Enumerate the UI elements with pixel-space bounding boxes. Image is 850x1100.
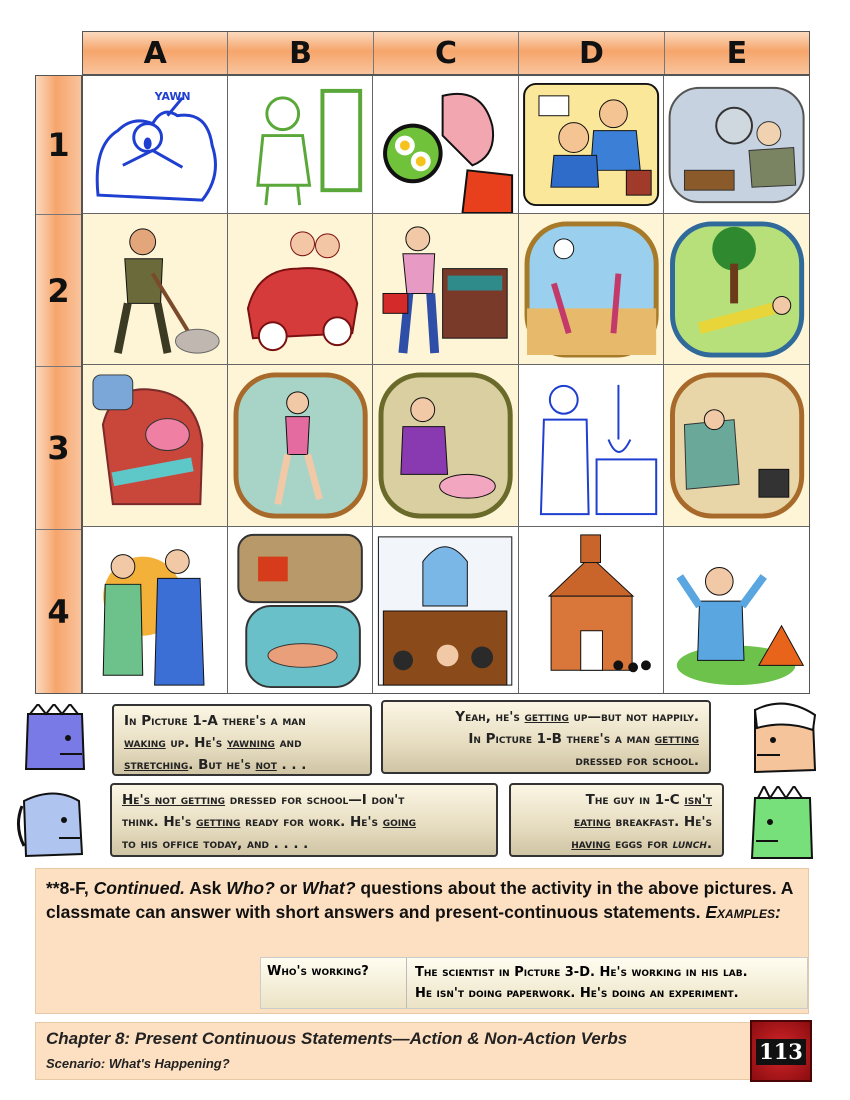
business-talk-illustration xyxy=(83,527,227,693)
task-continued: Continued. xyxy=(93,878,186,898)
speech-emphasis: lunch xyxy=(672,836,707,852)
speech-text: In Picture 1-A there's a man xyxy=(124,713,306,729)
speech-verb: having xyxy=(571,836,611,852)
speech-verb: stretching xyxy=(124,757,189,773)
picture-2c-woman-shopping xyxy=(373,214,518,365)
picture-grid xyxy=(82,75,810,694)
picture-2d-kids-playing-volleyball xyxy=(519,214,664,365)
speech-line xyxy=(122,811,486,833)
picture-4a-business-people-talking xyxy=(83,527,228,693)
speech-text: dressed for school. xyxy=(575,753,699,769)
picture-3a-man-sleeping-in-chair xyxy=(83,365,228,527)
speech-text: ready for work. He's xyxy=(240,814,383,830)
column-label: A xyxy=(83,32,228,74)
picture-2b-couple-in-car xyxy=(228,214,373,365)
speech-text: dressed for school—I don't xyxy=(225,792,405,808)
jogging-woman-illustration xyxy=(228,365,372,526)
picture-1d-boys-studying xyxy=(519,76,664,214)
speech-line xyxy=(124,710,360,732)
column-label: B xyxy=(228,32,373,74)
picture-1e-man-at-desk xyxy=(664,76,809,214)
task-examples-label: Examples: xyxy=(705,901,781,922)
example-box xyxy=(260,957,808,1009)
row-header xyxy=(35,75,82,694)
speech-line xyxy=(521,811,712,833)
speech-line xyxy=(393,750,699,772)
speech-line xyxy=(393,728,699,750)
studying-boys-illustration xyxy=(519,76,663,213)
yawn-caption: YAWN xyxy=(154,89,191,103)
speech-line xyxy=(124,754,360,776)
camping-illustration xyxy=(664,527,809,693)
speaker-face-1 xyxy=(20,704,100,776)
car-couple-illustration xyxy=(228,214,372,364)
vacation-illustration xyxy=(228,527,372,693)
column-label: D xyxy=(519,32,664,74)
speech-line xyxy=(122,789,486,811)
yawning-man-illustration xyxy=(83,76,227,213)
speech-verb: waking xyxy=(124,735,166,751)
speech-line xyxy=(521,833,712,855)
row-label: 4 xyxy=(47,592,70,631)
speech-bubble-3 xyxy=(110,783,498,857)
speech-bubble-1 xyxy=(112,704,372,776)
task-who: Who? xyxy=(226,878,275,898)
speech-line xyxy=(521,789,712,811)
speech-text: . But he's xyxy=(188,757,256,773)
row-label: 2 xyxy=(36,215,81,367)
picture-1c-man-eating-eggs xyxy=(373,76,518,214)
speech-text: to his office today, and . . . . xyxy=(122,836,309,852)
speech-bubble-4 xyxy=(509,783,724,857)
dressing-man-illustration xyxy=(228,76,372,213)
speech-bubble-2 xyxy=(381,700,711,774)
church-illustration xyxy=(373,527,517,693)
picture-2a-man-sweeping xyxy=(83,214,228,365)
speech-text: breakfast. He's xyxy=(610,814,712,830)
eating-man-illustration xyxy=(373,76,517,213)
example-question: Who's working? xyxy=(261,958,407,1008)
watching-tv-illustration xyxy=(664,365,809,526)
speech-text: up. He's xyxy=(165,735,227,751)
park-rest-illustration xyxy=(664,214,809,364)
column-label: C xyxy=(374,32,519,74)
scenario-title: Scenario: What's Happening? xyxy=(46,1056,230,1071)
speech-text: . xyxy=(706,836,712,852)
picture-3d-scientist-in-lab xyxy=(519,365,664,527)
speech-verb: getting xyxy=(524,709,569,725)
row-label: 1 xyxy=(36,76,81,215)
row-label: 3 xyxy=(36,367,81,530)
speech-verb: yawning xyxy=(226,735,275,751)
speech-text: and xyxy=(274,735,302,751)
picture-3b-woman-jogging xyxy=(228,365,373,527)
speech-line xyxy=(124,732,360,754)
speech-text: up—but not happily. xyxy=(568,709,699,725)
speech-text: think. He's xyxy=(122,814,197,830)
school-illustration xyxy=(519,527,663,693)
task-text-part: Ask xyxy=(185,878,227,898)
speech-verb: getting xyxy=(196,814,241,830)
sweeping-man-illustration xyxy=(83,214,227,364)
speech-verb: eating xyxy=(574,814,611,830)
task-number: **8-F, xyxy=(46,878,94,898)
speech-verb: getting xyxy=(654,731,699,747)
page-number: 113 xyxy=(756,1039,806,1065)
speech-text: . . . xyxy=(276,757,307,773)
task-text-part: or xyxy=(274,878,303,898)
task-instructions xyxy=(35,868,809,1014)
picture-4c-church-service xyxy=(373,527,518,693)
picture-4e-camper-stretching xyxy=(664,527,809,693)
speaker-face-2 xyxy=(725,700,825,780)
picture-3c-birthday-party xyxy=(373,365,518,527)
task-text-part: questions about the activity in the above pictures. A classmate can answer with short answers and present-continuous statements. xyxy=(46,878,793,922)
speech-line xyxy=(122,833,486,855)
speech-text: eggs for xyxy=(610,836,673,852)
picture-2e-man-resting-in-park xyxy=(664,214,809,365)
party-illustration xyxy=(373,365,517,526)
example-answer-line: He isn't doing paperwork. He's doing an experiment. xyxy=(415,986,739,1001)
speech-line xyxy=(393,706,699,728)
picture-3e-man-watching-tv xyxy=(664,365,809,527)
speaker-face-3 xyxy=(14,786,104,858)
speech-verb: not xyxy=(255,757,277,773)
speech-verb: going xyxy=(382,814,417,830)
volleyball-illustration xyxy=(519,214,663,364)
page-footer xyxy=(35,1022,809,1080)
picture-1b-man-dressing xyxy=(228,76,373,214)
speaker-face-4 xyxy=(730,786,820,864)
example-answer xyxy=(407,958,807,1008)
picture-4b-vacation-scenes xyxy=(228,527,373,693)
speech-text: Yeah, he's xyxy=(455,709,525,725)
sleeping-man-illustration xyxy=(83,365,227,526)
picture-4d-schoolhouse xyxy=(519,527,664,693)
column-label: E xyxy=(726,35,748,71)
speech-text: In Picture 1-B there's a man xyxy=(468,731,655,747)
speech-verb: isn't xyxy=(684,792,712,808)
speech-verb: He's not getting xyxy=(122,792,226,808)
picture-1a-man-yawning xyxy=(83,76,228,214)
shopping-woman-illustration xyxy=(373,214,517,364)
speech-text: The guy in 1-C xyxy=(585,792,685,808)
desk-man-illustration xyxy=(664,76,809,213)
task-text xyxy=(46,877,798,924)
example-answer-line: The scientist in Picture 3-D. He's working in his lab. xyxy=(415,965,748,980)
scientist-illustration xyxy=(519,365,663,526)
chapter-title: Chapter 8: Present Continuous Statements—Action & Non-Action Verbs xyxy=(46,1029,628,1048)
task-what: What? xyxy=(302,878,356,898)
page-number-badge xyxy=(750,1020,812,1082)
column-header xyxy=(82,31,810,75)
